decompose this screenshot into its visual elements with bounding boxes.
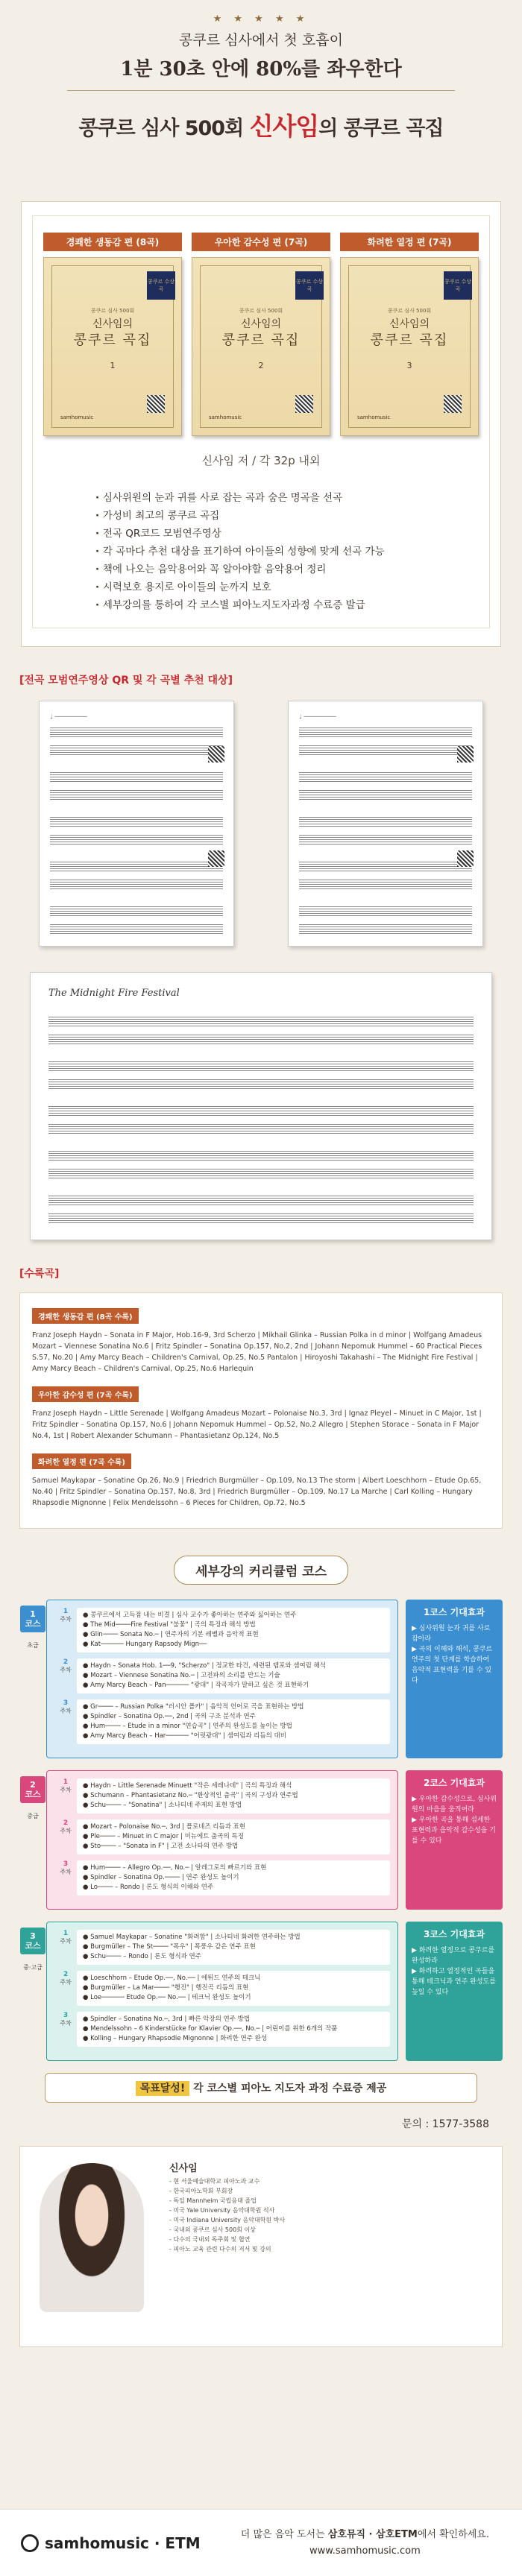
lesson-item: ● Spindler – Sonatina No.─, 3rd | 빠른 악장의 연주 방법	[83, 2015, 384, 2024]
week-lessons	[77, 1778, 390, 1813]
course-effect	[406, 1770, 503, 1910]
week-word: 주차	[60, 1938, 72, 1945]
cover-volume: 2	[258, 361, 264, 370]
qr-code-icon	[295, 395, 313, 413]
author-bio	[169, 2176, 487, 2254]
bio-line: - 독일 Mannheim 국립음대 졸업	[169, 2196, 487, 2206]
lesson-item: ● Mendelssohn – 6 Kinderstücke for Klavier Op.──, No.─ | 어린이를 위한 6개의 작품	[83, 2024, 384, 2034]
contact-phone: 문의 : 1577-3588	[402, 2118, 489, 2130]
course-level-sub: 중·고급	[23, 1964, 43, 1971]
book-cover[interactable]	[340, 257, 479, 436]
lesson-item: ● Amy Marcy Beach – Pan────── "광대" | 작곡자가 말하고 싶은 것 표현하기	[83, 1681, 384, 1690]
main-title-post: 의 콩쿠르 곡집	[318, 117, 444, 140]
sheet-big-title: The Midnight Fire Festival	[48, 988, 180, 999]
bio-line: - 미국 Yale University 음악대학원 석사	[169, 2206, 487, 2215]
contents-text: Franz Joseph Haydn – Little Serenade | Wolfgang Amadeus Mozart – Polonaise No.3, 3rd | Ignaz Pleyel – Minuet in C Major, 1st | Fritz Spindler – Sonatina Op.157, No.6 | Johann Nepomuk Hummel – Op.52, No.2 Allegro | Stephen Storace – Sonata in F Major No.4, 1st | Robert Alexander Schumann – Phantasietanz Op.124, No.5	[32, 1409, 482, 1440]
course-week	[54, 2012, 390, 2047]
main-title-pre: 콩쿠르 심사 500회	[78, 117, 250, 140]
week-word: 주차	[60, 2020, 72, 2027]
course-level-badge	[20, 1928, 45, 1954]
course-level-word: 코스	[25, 1790, 41, 1799]
feature-item: · 세부강의를 통하여 각 코스별 피아노지도자과정 수료증 발급	[95, 596, 479, 614]
cover-title-2: 콩쿠르 곡집	[370, 332, 449, 348]
week-word: 주차	[60, 1667, 72, 1673]
footer-line-1-bold: 삼호뮤직 · 삼호ETM	[327, 2528, 418, 2540]
course-week	[54, 1778, 390, 1813]
qr-code-icon[interactable]	[457, 746, 474, 763]
week-lessons	[77, 1699, 390, 1744]
lesson-item: ● Samuel Maykapar – Sonatine "화려함" | 소나티네 화려한 연주하는 방법	[83, 1933, 384, 1942]
course-level	[19, 1770, 46, 1910]
week-number: 2	[63, 1971, 69, 1978]
effect-line: ▶ 화려하고 열정적인 곡들을 통해 테크닉과 연주 완성도를 높일 수 있다	[412, 1968, 496, 1996]
books-caption: 신사임 저 / 각 32p 내외	[201, 454, 321, 467]
week-lessons	[77, 1608, 390, 1652]
book-2[interactable]	[192, 233, 330, 436]
course-week	[54, 1699, 390, 1744]
sheet-preview-right	[288, 701, 483, 947]
week-number: 1	[63, 1778, 69, 1786]
book-label: 화려한 열정 편 (7곡)	[340, 233, 479, 251]
course-week	[54, 1658, 390, 1693]
course-list	[19, 1600, 503, 2061]
divider	[67, 90, 455, 91]
cover-badge: 콩쿠르 수상곡	[147, 271, 175, 300]
lesson-item: ● Schu──── – Rondo | 론도 형식과 연주	[83, 1952, 384, 1962]
goal-highlight: 목표달성!	[136, 2081, 189, 2096]
effect-line: ▶ 심사위원 눈과 귀를 사로 잡아라	[412, 1625, 491, 1643]
feature-item: · 책에 나오는 음악용어와 꼭 알아야할 음악용어 정리	[95, 561, 479, 578]
week-number: 1	[63, 1608, 69, 1615]
week-label	[54, 1699, 77, 1715]
course-row-1	[19, 1600, 503, 1758]
course-level-number: 2	[30, 1780, 36, 1790]
cover-logo: samhomusic	[357, 414, 391, 420]
main-title-name: 신사임	[249, 112, 319, 141]
author-section	[19, 2146, 503, 2347]
lesson-item: ● Hum──── – Etude in a minor "연습곡" | 연주의 완성도를 높이는 방법	[83, 1722, 384, 1731]
footer-line-1-pre: 더 많은 음악 도서는	[240, 2528, 328, 2540]
week-number: 2	[63, 1819, 69, 1827]
week-word: 주차	[60, 1616, 72, 1623]
sheet-head: ♩ ─────────	[299, 713, 336, 720]
week-label	[54, 1930, 77, 1945]
contents-box	[19, 1292, 503, 1529]
sheet-preview-left	[39, 701, 234, 947]
footer-text	[241, 2527, 489, 2560]
main-title	[0, 107, 522, 142]
effect-heading: 3코스 기대효과	[423, 1929, 485, 1939]
lesson-item: ● Mozart – Viennese Sonatina No.─ | 고전파의 소리를 만드는 기술	[83, 1671, 384, 1681]
cover-title-1: 신사임의	[240, 318, 282, 330]
week-number: 3	[63, 1699, 69, 1707]
qr-code-icon[interactable]	[208, 746, 224, 763]
week-number: 2	[63, 1658, 69, 1666]
contents-label: 화려한 열정 편 (7곡 수록)	[32, 1453, 131, 1469]
lesson-item: ● Glin──── Sonata No.─ | 연주자의 기본 레벨과 음악적 표현	[83, 1630, 384, 1640]
week-label	[54, 1860, 77, 1876]
goal-banner	[45, 2073, 477, 2103]
effect-line: ▶ 우아한 곡을 통해 섬세한 표현력과 음악적 감수성을 기를 수 있다	[412, 1816, 496, 1845]
books-row	[43, 233, 479, 436]
course-effect	[406, 1922, 503, 2061]
book-3[interactable]	[340, 233, 479, 436]
effect-line: ▶ 화려한 열정으로 콩쿠르를 완성하라	[412, 1947, 495, 1965]
week-word: 주차	[60, 1828, 72, 1834]
books-inner	[32, 215, 490, 628]
stars-decoration: ★ ★ ★ ★ ★	[213, 13, 309, 25]
feature-list	[95, 489, 479, 614]
course-effect	[406, 1600, 503, 1758]
book-cover[interactable]	[43, 257, 182, 436]
lesson-item: ● Burgmüller – The St──── "폭우" | 폭풍우 같은 연주 표현	[83, 1942, 384, 1952]
contents-text: Franz Joseph Haydn – Sonata in F Major, Hob.16-9, 3rd Scherzo | Mikhail Glinka – Russian Polka in d minor | Wolfgang Amadeus Mozart – Viennese Sonatina No.6 | Fritz Spindler – Sonatina Op.157, No.2, 2nd | Johann Nepomuk Hummel – 60 Practical Pieces S.57, No.20 | Amy Marcy Beach – Children's Carnival, Op.25, No.5 Pantalon | Hiroyoshi Takahashi – The Midnight Fire Festival | Amy Marcy Beach – Children's Carnival, Op.25, No.6 Harlequin	[32, 1331, 482, 1373]
book-cover[interactable]	[192, 257, 330, 436]
course-level-badge	[20, 1606, 45, 1632]
course-panel	[46, 1770, 398, 1910]
week-label	[54, 1819, 77, 1835]
effect-line: ▶ 우아한 감수성으로, 심사위원의 마음을 움직여라	[412, 1796, 497, 1813]
cover-title-2: 콩쿠르 곡집	[73, 332, 152, 348]
week-label	[54, 1658, 77, 1674]
week-word: 주차	[60, 1787, 72, 1793]
week-lessons	[77, 1860, 390, 1895]
lesson-item: ● Kolling – Hungary Rhapsodie Mignonne | 화려한 연주 완성	[83, 2034, 384, 2044]
qr-code-icon[interactable]	[208, 850, 224, 867]
week-lessons	[77, 1971, 390, 2006]
cover-badge: 콩쿠르 수상곡	[295, 271, 324, 300]
lesson-item: ● Gr──── – Russian Polka "러시안 폴카" | 음악적 언어로 곡을 표현하는 방법	[83, 1702, 384, 1712]
logo-circle-icon	[21, 2534, 39, 2552]
lesson-item: ● Ple──── – Minuet in C major | 미뉴에트 춤곡의 특징	[83, 1832, 384, 1842]
bio-line: - 한국피아노학회 부회장	[169, 2186, 487, 2196]
lesson-item: ● Spindler – Sonatina Op.──── | 연주 완성도 높이기	[83, 1873, 384, 1883]
lesson-item: ● Haydn – Sonata Hob. 1──9, "Scherzo" | 정교한 타건, 세련된 템포와 셈여림 해석	[83, 1661, 384, 1671]
sheet-previews	[39, 701, 483, 947]
cover-subtitle: 콩쿠르 심사 500회	[90, 308, 135, 314]
week-number: 1	[63, 1930, 69, 1937]
author-name: 신사임	[169, 2163, 198, 2174]
header	[0, 0, 522, 201]
course-title-wrap	[0, 1556, 522, 1585]
footer-line-1	[241, 2527, 489, 2543]
bio-line: - 피아노 교육 관련 다수의 저서 및 강의	[169, 2244, 487, 2254]
cover-title-2: 콩쿠르 곡집	[221, 332, 301, 348]
footer-url[interactable]: www.samhomusic.com	[309, 2545, 421, 2557]
tagline-1: 콩쿠르 심사에서 첫 호흡이	[178, 32, 343, 48]
feature-item: · 각 곡마다 추천 대상을 표기하여 아이들의 성향에 맞게 선곡 가능	[95, 543, 479, 561]
cover-title-1: 신사임의	[92, 318, 133, 330]
qr-code-icon	[147, 395, 165, 413]
effect-heading: 1코스 기대효과	[423, 1607, 485, 1617]
week-lessons	[77, 2012, 390, 2047]
course-level-badge	[20, 1776, 45, 1803]
contents-label: 경쾌한 생동감 편 (8곡 수록)	[32, 1308, 139, 1324]
course-level-word: 코스	[25, 1941, 41, 1951]
lesson-item: ● 콩쿠르에서 고득점 내는 비결 | 심사 교수가 좋아하는 연주와 싫어하는 연주	[83, 1611, 384, 1620]
week-label	[54, 1608, 77, 1623]
bio-line: - 미국 Indiana University 음악대학원 박사	[169, 2215, 487, 2225]
course-level-number: 3	[30, 1931, 36, 1941]
lesson-item: ● Mozart – Polonaise No.─, 3rd | 폴로네즈 리듬과 표현	[83, 1822, 384, 1832]
week-lessons	[77, 1658, 390, 1693]
cover-logo: samhomusic	[60, 414, 94, 420]
course-level-sub: 초급	[27, 1642, 39, 1649]
lesson-item: ● Kat────── Hungary Rapsody Mign──	[83, 1640, 384, 1650]
goal-text: 각 코스별 피아노 지도자 과정 수료증 제공	[193, 2083, 387, 2094]
lesson-item: ● Hum──── – Allegro Op.──, No.─ | 알레그로의 빠르기와 표현	[83, 1863, 384, 1873]
lesson-item: ● Sto──── – "Sonata in F" | 고전 소나타의 연주 방법	[83, 1842, 384, 1852]
sheet-head: ♩ ─────────	[50, 713, 87, 720]
footer	[0, 2509, 522, 2576]
lesson-item: ● Burgmüller – La Mar──── "행진" | 행진곡 리듬의 표현	[83, 1983, 384, 1993]
lesson-item: ● Spindler – Sonatina Op.──, 2nd | 곡의 구조 분석과 연주	[83, 1712, 384, 1722]
contents-text: Samuel Maykapar – Sonatine Op.26, No.9 | Friedrich Burgmüller – Op.109, No.13 The storm | Albert Loeschhorn – Etude Op.65, No.40 | Fritz Spindler – Sonatina Op.157, No.8, 3rd | Friedrich Burgmüller – Op.109, No.17 La Marche | Carl Kolling – Hungary Rhapsodie Mignonne | Felix Mendelssohn – 6 Pieces for Children, Op.72, No.5	[32, 1477, 482, 1507]
footer-line-1-post: 에서 확인하세요.	[417, 2528, 489, 2540]
cover-logo: samhomusic	[209, 414, 242, 420]
bio-line: - 현 서울예술대학교 피아노과 교수	[169, 2176, 487, 2186]
week-label	[54, 1778, 77, 1794]
feature-item: · 전곡 QR코드 모범연주영상	[95, 525, 479, 543]
cover-volume: 3	[406, 361, 412, 370]
section-title-contents: [수록곡]	[19, 1268, 60, 1280]
footer-logo[interactable]	[21, 2534, 201, 2552]
course-week	[54, 1608, 390, 1652]
week-word: 주차	[60, 1708, 72, 1714]
books-section	[21, 201, 501, 647]
lesson-item: ● Schu──── – "Sonatina" | 소나티네 주제의 표현 방법	[83, 1801, 384, 1811]
lesson-item: ● Loe────── Etude Op.── No.── | 테크닉 완성도 높이기	[83, 1993, 384, 2003]
course-level-sub: 중급	[27, 1813, 39, 1819]
cover-subtitle: 콩쿠르 심사 500회	[387, 308, 432, 314]
bio-line: - 국내외 콩쿠르 심사 500회 이상	[169, 2225, 487, 2235]
course-panel	[46, 1922, 398, 2061]
course-week	[54, 1819, 390, 1854]
cover-subtitle: 콩쿠르 심사 500회	[239, 308, 283, 314]
course-panel	[46, 1600, 398, 1758]
qr-code-icon	[444, 395, 462, 413]
cover-badge: 콩쿠르 수상곡	[444, 271, 472, 300]
book-label: 우아한 감수성 편 (7곡)	[192, 233, 330, 251]
feature-item: · 심사위원의 눈과 귀를 사로 잡는 곡과 숨은 명곡을 선곡	[95, 489, 479, 507]
lesson-item: ● Haydn – Little Serenade Minuett "작은 세레나데" | 곡의 특징과 해석	[83, 1781, 384, 1791]
course-title: 세부강의 커리큘럼 코스	[174, 1556, 348, 1585]
author-photo	[40, 2163, 144, 2312]
feature-item: · 가성비 최고의 콩쿠르 곡집	[95, 507, 479, 525]
week-word: 주차	[60, 1979, 72, 1986]
lesson-item: ● Lo──── – Rondo | 론도 형식의 이해와 연주	[83, 1883, 384, 1892]
lesson-item: ● The Mid────Fire Festival "불꽃" | 곡의 특징과 해석 방법	[83, 1620, 384, 1630]
course-level	[19, 1600, 46, 1758]
course-level	[19, 1922, 46, 2061]
week-lessons	[77, 1819, 390, 1854]
cover-volume: 1	[110, 361, 116, 370]
week-number: 3	[63, 2012, 69, 2019]
cover-title-1: 신사임의	[389, 318, 430, 330]
week-label	[54, 1971, 77, 1986]
qr-code-icon[interactable]	[457, 850, 474, 867]
section-title-sheets: [전곡 모범연주영상 QR 및 각 곡별 추천 대상]	[19, 675, 233, 686]
contents-label: 우아한 감수성 편 (7곡 수록)	[32, 1386, 139, 1402]
effect-line: ▶ 곡의 이해와 해석, 콩쿠르 연주의 첫 단계를 학습하여 음악적 표현력을 기를 수 있다	[412, 1646, 493, 1685]
week-number: 3	[63, 1860, 69, 1868]
bio-line: - 다수의 국내외 독주회 및 협연	[169, 2235, 487, 2244]
sheet-preview-large	[30, 972, 492, 1240]
course-row-3	[19, 1922, 503, 2061]
lesson-item: ● Amy Marcy Beach – Har────── "어릿광대" | 셈여림과 리듬의 대비	[83, 1731, 384, 1741]
course-week	[54, 1930, 390, 1965]
course-row-2	[19, 1770, 503, 1910]
week-label	[54, 2012, 77, 2027]
effect-heading: 2코스 기대효과	[423, 1778, 485, 1788]
course-week	[54, 1860, 390, 1895]
week-lessons	[77, 1930, 390, 1965]
course-level-number: 1	[30, 1609, 36, 1619]
week-word: 주차	[60, 1869, 72, 1875]
book-1[interactable]	[43, 233, 182, 436]
feature-item: · 시력보호 용지로 아이들의 눈까지 보호	[95, 578, 479, 596]
lesson-item: ● Schumann – Phantasietanz No.─ "환상적인 춤곡" | 곡의 구성과 연주법	[83, 1791, 384, 1801]
footer-logo-text: samhomusic · ETM	[45, 2534, 201, 2552]
lesson-item: ● Loeschhorn – Etude Op.──, No.── | 에튀드 연주의 테크닉	[83, 1974, 384, 1983]
course-level-word: 코스	[25, 1619, 41, 1629]
course-week	[54, 1971, 390, 2006]
tagline-2: 1분 30초 안에 80%를 좌우한다	[120, 58, 402, 80]
book-label: 경쾌한 생동감 편 (8곡)	[43, 233, 182, 251]
